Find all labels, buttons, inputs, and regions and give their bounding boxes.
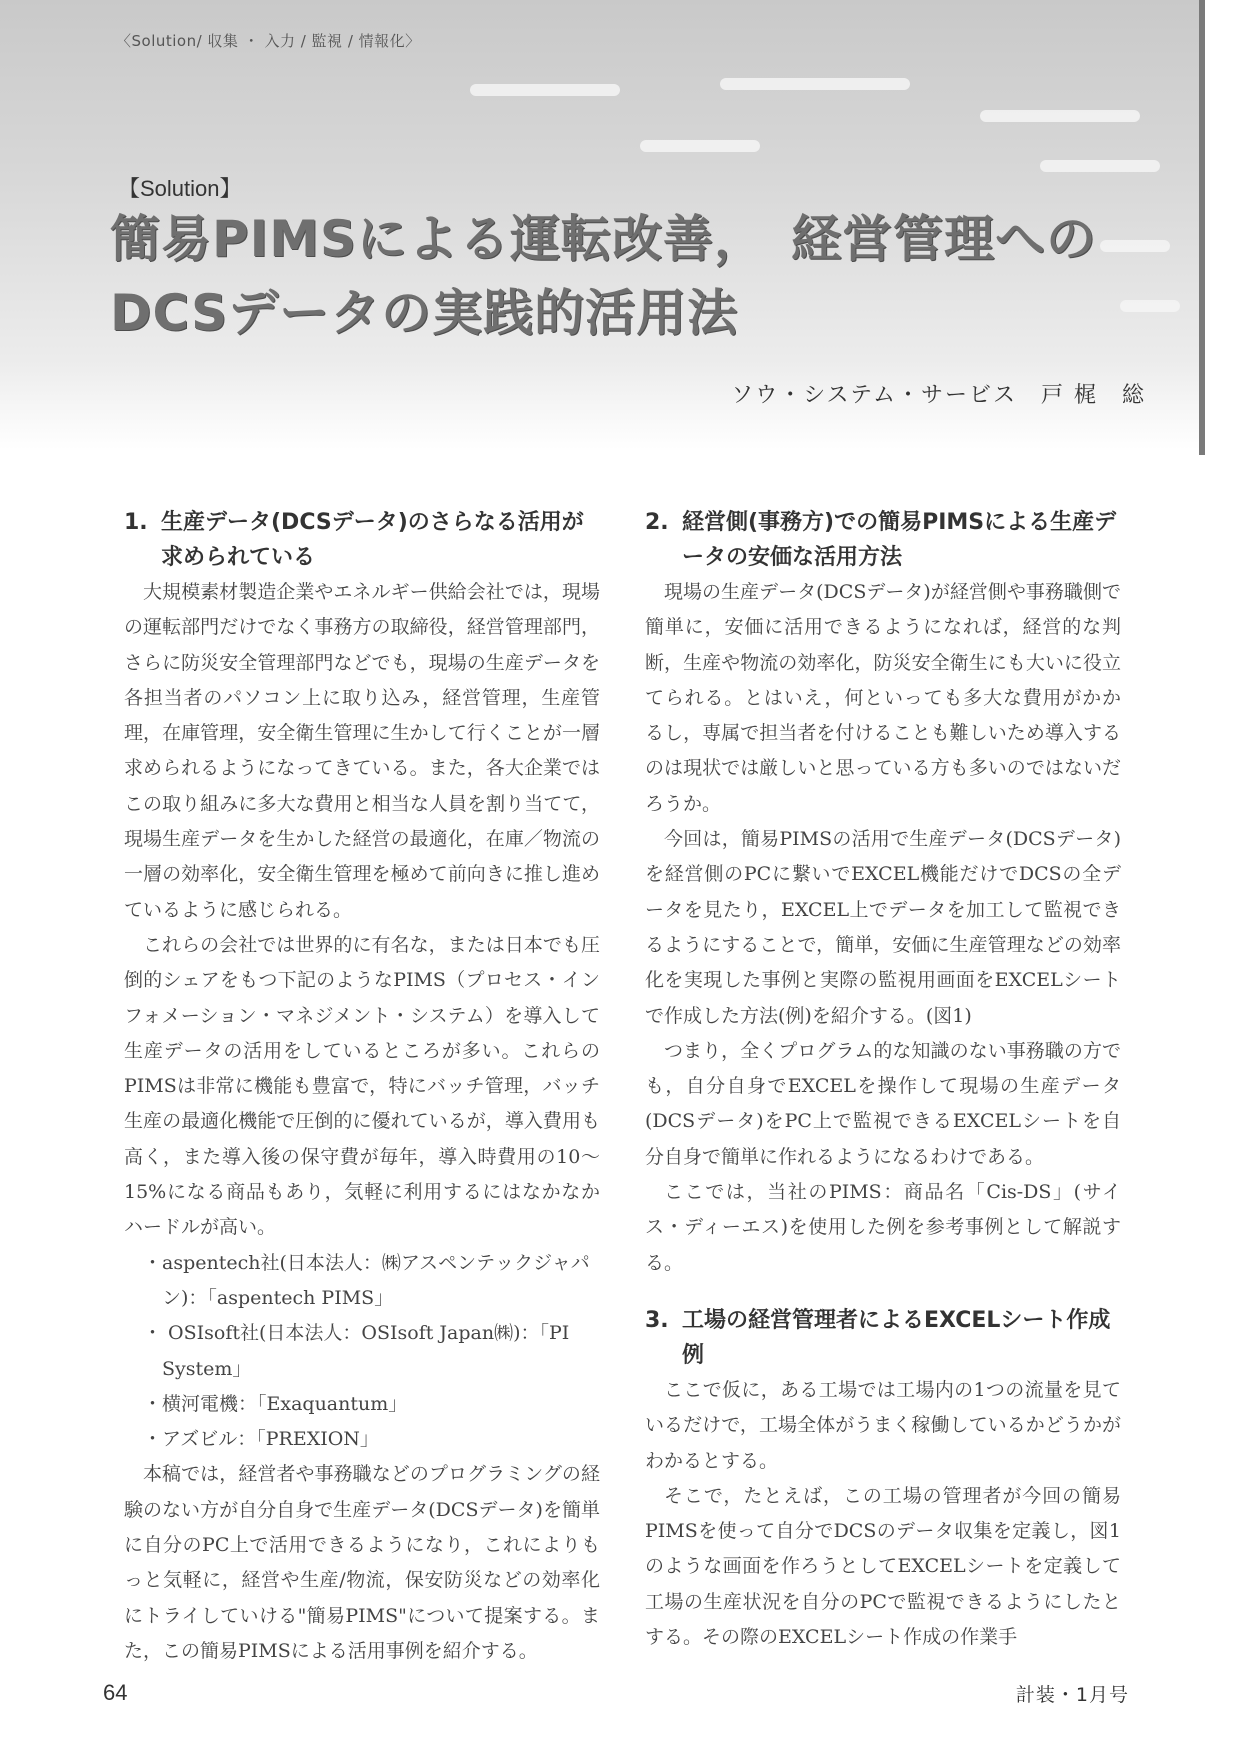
section-1-paragraph: これらの会社では世界的に有名な，または日本でも圧倒的シェアをもつ下記のようなPIMS（プロセス・インフォメーション・マネジメント・システム）を導入して生産データの活用をしているところが多い。これらのPIMSは非常に機能も豊富で，特にバッチ管理，バッチ生産の最適化機能で圧倒的に優れているが，導入費用も高く，また導入後の保守費が毎年，導入時費用の10～15%になる商品もあり，気軽に利用するにはなかなかハードルが高い。 <box>124 933 600 1239</box>
section-3-paragraph: そこで，たとえば，この工場の管理者が今回の簡易PIMSを使って自分でDCSのデータ収集を定義し，図1のような画面を作ろうとしてEXCELシートを定義して工場の生産状況を自分のPCで監視できるようにしたとする。その際のEXCELシート作成の作業手 <box>645 1484 1121 1649</box>
section-2-paragraph: ここでは，当社のPIMS：商品名「Cis-DS」(サイス・ディーエス)を使用した例を参考事例として解説する。 <box>645 1181 1121 1274</box>
section-2-paragraph: 現場の生産データ(DCSデータ)が経営側や事務職側で簡単に，安価に活用できるようになれば，経営的な判断，生産や物流の効率化，防災安全衛生にも大いに役立てられる。とはいえ，何といっても多大な費用がかかるし，専属で担当者を付けることも難しいため導入するのは現状では厳しいと思っている方も多いのではないだろうか。 <box>645 581 1121 815</box>
list-item: ・ OSIsoft社(日本法人：OSIsoft Japan㈱)：「PI System」 <box>143 1322 570 1380</box>
left-column <box>124 505 600 1669</box>
section-3-paragraph: ここで仮に，ある工場では工場内の1つの流量を見ているだけで，工場全体がうまく稼働しているかどうかがわかるとする。 <box>645 1378 1121 1472</box>
section-spacer <box>645 1281 1121 1303</box>
section-2-paragraph: 今回は，簡易PIMSの活用で生産データ(DCSデータ)を経営側のPCに繋いでEXCEL機能だけでDCSの全データを見たり，EXCEL上でデータを加工して監視できるようにすることで，簡単，安価に生産管理などの効率化を実現した事例と実際の監視用画面をEXCELシートで作成した方法(例)を紹介する。(図1) <box>645 828 1121 1027</box>
section-2-heading <box>645 505 1121 575</box>
list-item: ・アズビル：「PREXION」 <box>143 1428 379 1451</box>
decor-streak <box>1120 300 1180 312</box>
decor-streak <box>640 140 760 152</box>
section-3-heading-text: 工場の経営管理者によるEXCELシート作成例 <box>682 1307 1111 1368</box>
decor-streak <box>1040 160 1160 172</box>
section-3-number: 3. <box>645 1307 669 1333</box>
decor-streak <box>1100 240 1170 252</box>
right-column <box>645 505 1121 1655</box>
page-edge-bar <box>1199 0 1205 455</box>
author-byline: ソウ・システム・サービス 戸 梶 総 <box>731 383 1146 408</box>
decor-streak <box>470 84 620 96</box>
section-1-closing-paragraph: 本稿では，経営者や事務職などのプログラミングの経験のない方が自分自身で生産データ(DCSデータ)を簡単に自分のPC上で活用できるようになり，これによりもっと気軽に，経営や生産/物流，保安防災などの効率化にトライしていける"簡易PIMS"について提案する。また，この簡易PIMSによる活用事例を紹介する。 <box>124 1463 600 1662</box>
article-title: 簡易PIMSによる運転改善， 経営管理への DCSデータの実践的活用法 <box>110 210 1098 342</box>
section-1-heading <box>124 505 600 575</box>
section-1-number: 1. <box>124 510 148 535</box>
page-number: 64 <box>103 1680 128 1705</box>
section-1-heading-text: 生産データ(DCSデータ)のさらなる活用が求められている <box>161 510 584 570</box>
section-2-heading-text: 経営側(事務方)での簡易PIMSによる生産データの安価な活用方法 <box>682 510 1117 570</box>
decor-streak <box>980 110 1140 122</box>
article-category-tag: 【Solution】 <box>118 176 242 201</box>
journal-issue: 計装・1月号 <box>1015 1684 1129 1706</box>
section-3-heading <box>645 1303 1121 1373</box>
section-2-paragraph: つまり，全くプログラム的な知識のない事務職の方でも，自分自身でEXCELを操作して現場の生産データ(DCSデータ)をPC上で監視できるEXCELシートを自分自身で簡単に作れるようになるわけである。 <box>645 1039 1121 1168</box>
section-2-number: 2. <box>645 510 669 535</box>
list-item: ・横河電機：「Exaquantum」 <box>143 1392 408 1415</box>
pims-product-list <box>124 1246 600 1458</box>
section-1-paragraph: 大規模素材製造企業やエネルギー供給会社では，現場の運転部門だけでなく事務方の取締役，経営管理部門，さらに防災安全管理部門などでも，現場の生産データを各担当者のパソコン上に取り込み，経営管理，生産管理，在庫管理，安全衛生管理に生かして行くことが一層求められるようになってきている。また，各大企業ではこの取り組みに多大な費用と相当な人員を割り当てて，現場生産データを生かした経営の最適化，在庫／物流の一層の効率化，安全衛生管理を極めて前向きに推し進めているように感じられる。 <box>124 581 600 921</box>
list-item: ・aspentech社(日本法人：㈱アスペンテックジャパン)：「aspentech PIMS」 <box>143 1251 590 1309</box>
breadcrumb: 〈Solution/ 収集 ・ 入力 / 監視 / 情報化〉 <box>116 32 421 50</box>
decor-streak <box>720 78 910 90</box>
